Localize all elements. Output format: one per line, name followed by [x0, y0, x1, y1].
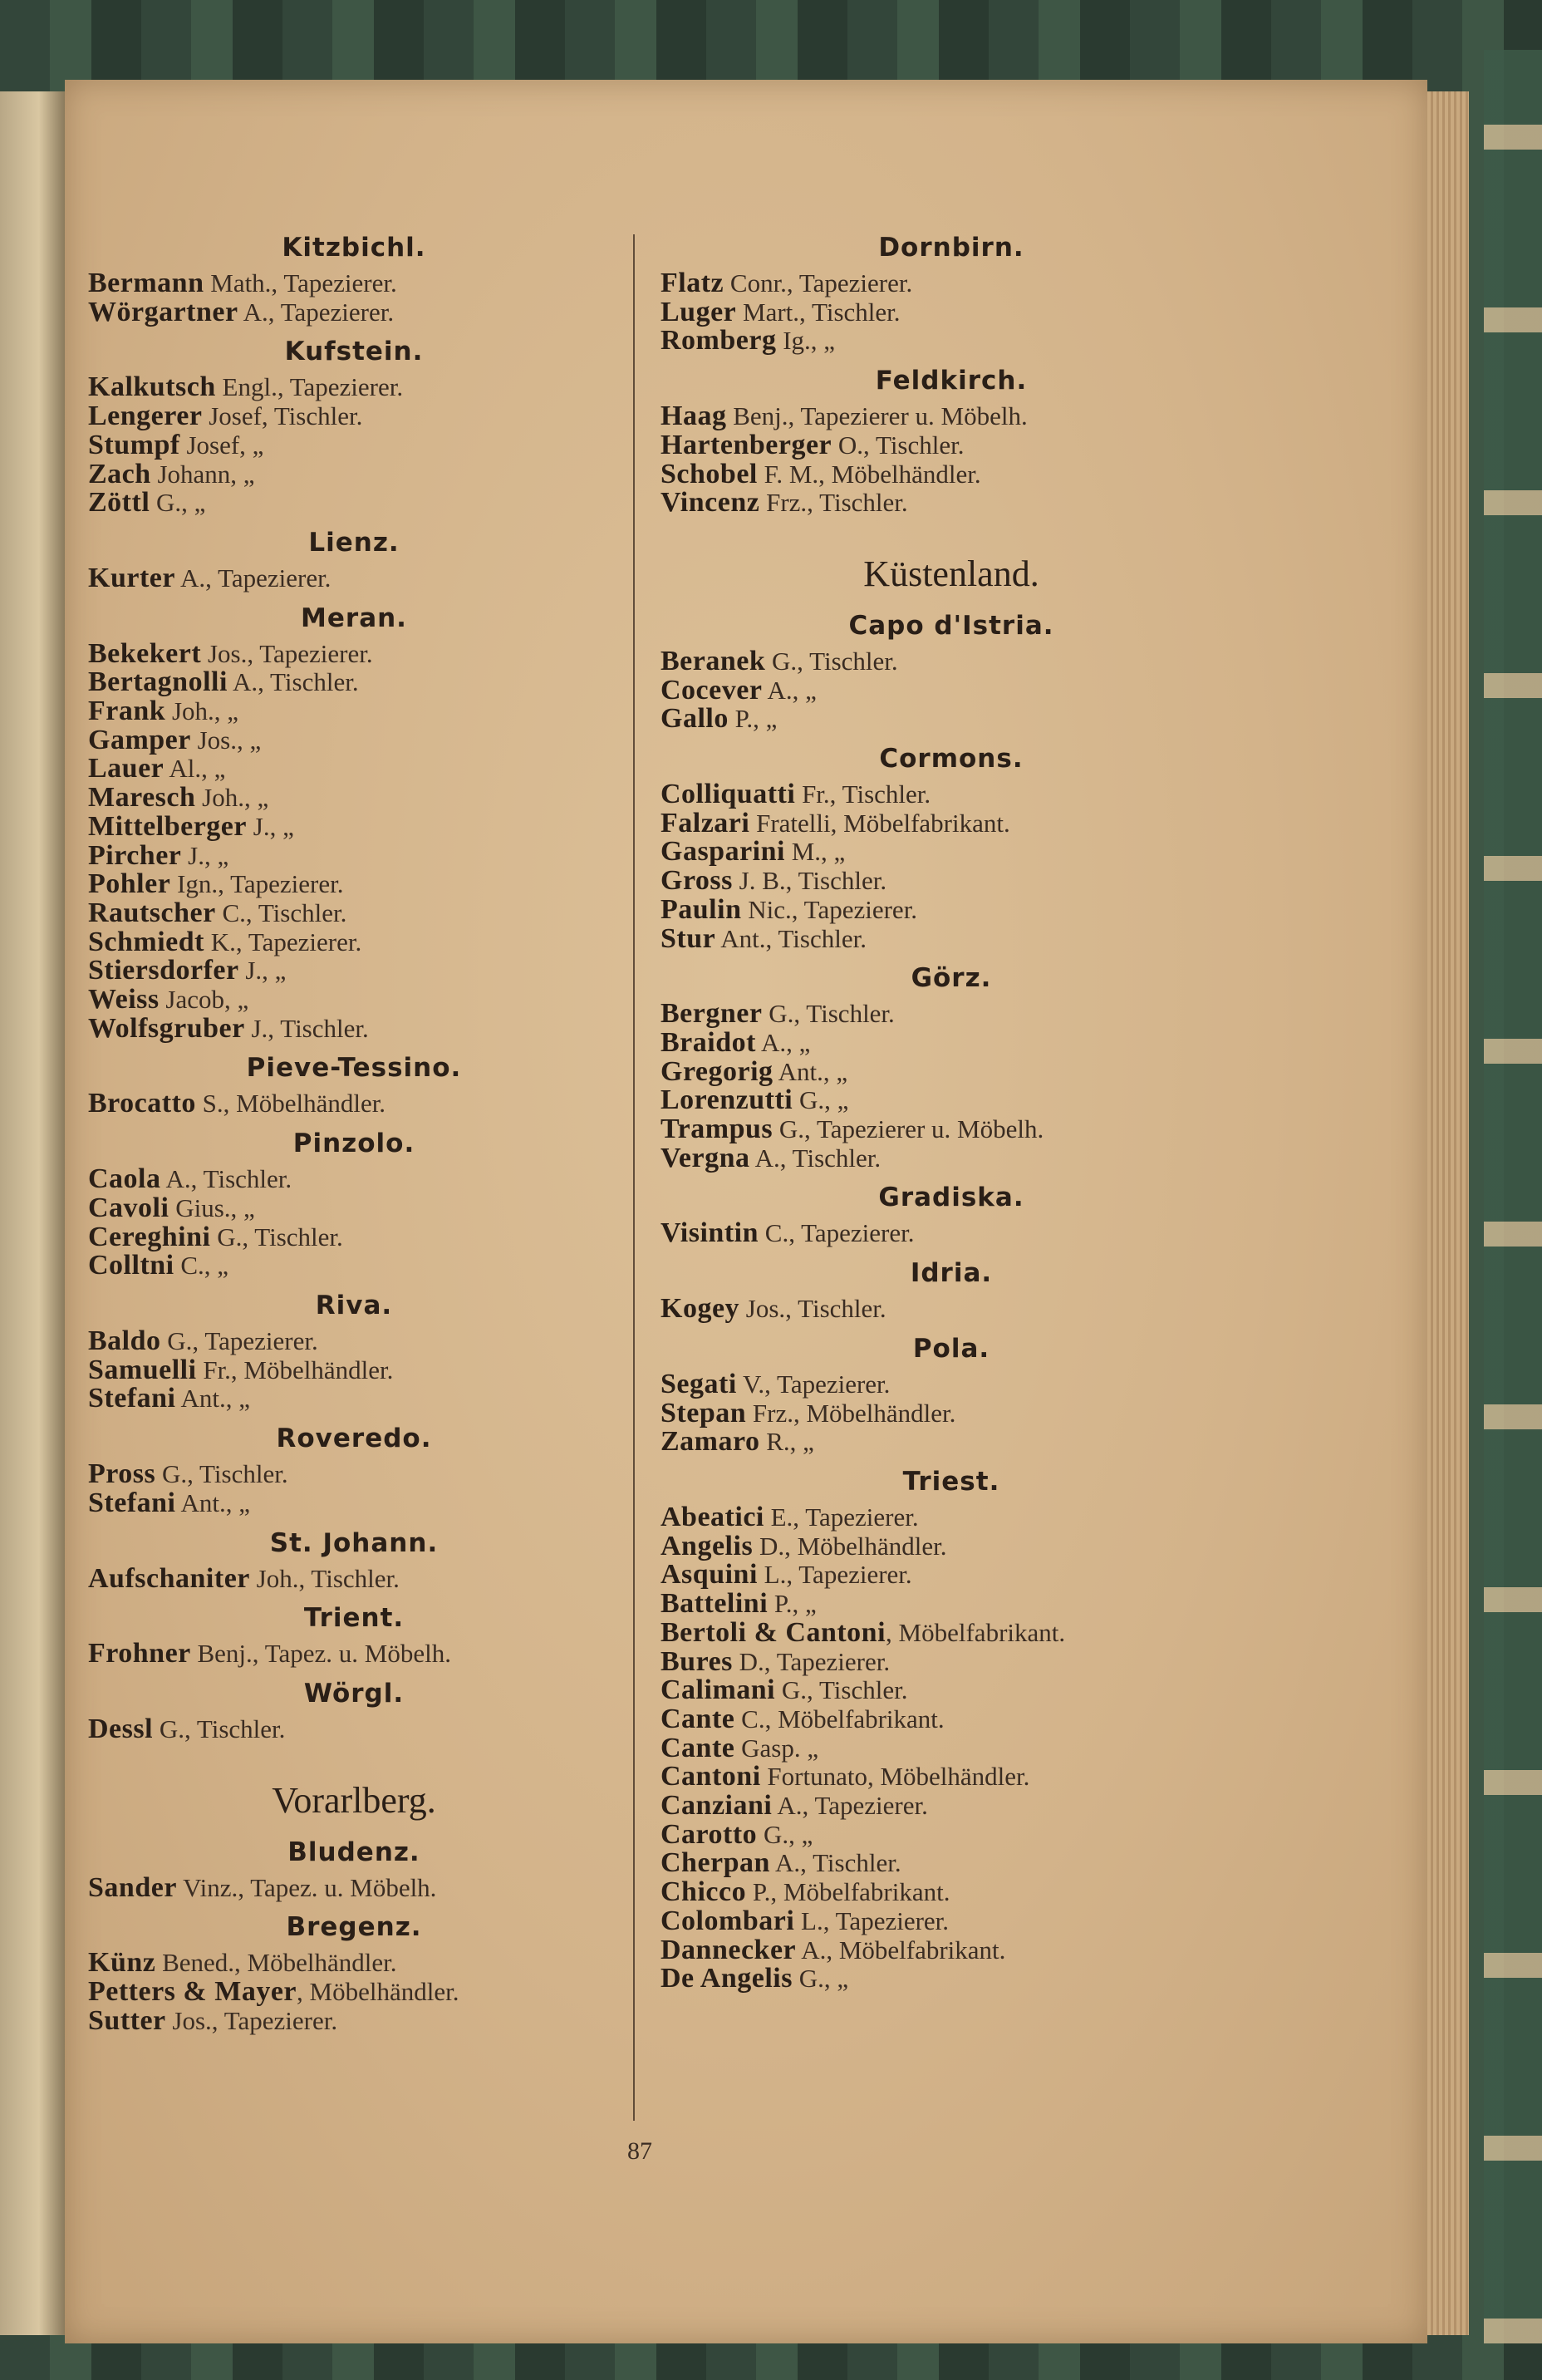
entry-details: F. M., Möbelhändler. — [757, 459, 981, 489]
entry-name: Cantoni — [661, 1761, 761, 1792]
page-number: 87 — [627, 2137, 652, 2165]
entry-details: Jos., Tapezierer. — [201, 638, 373, 668]
entry-name: Stur — [661, 922, 716, 954]
entry-name: Pohler — [88, 868, 171, 900]
entry-name: Frank — [88, 696, 166, 727]
directory-entry — [661, 1616, 1242, 1648]
directory-entry — [661, 1763, 1242, 1792]
town-heading: Meran. — [301, 602, 407, 633]
directory-entry — [88, 2004, 620, 2036]
directory-entry — [661, 1878, 1242, 1907]
entry-details: Mart., Tischler. — [736, 297, 901, 327]
entry-name: Kurter — [88, 562, 175, 593]
entry-name: Falzari — [661, 807, 750, 838]
entry-name: Pross — [88, 1458, 156, 1490]
entry-name: Sander — [88, 1871, 177, 1903]
directory-entry — [88, 784, 620, 813]
entry-name: Cherpan — [661, 1847, 770, 1879]
entry-details: L., Tapezierer. — [757, 1560, 912, 1590]
entry-details: , Möbelhändler. — [297, 1977, 459, 2007]
entry-details: S., Möbelhändler. — [195, 1089, 386, 1119]
directory-entry — [661, 647, 1242, 676]
entry-name: Stepan — [661, 1397, 747, 1428]
directory-entry — [661, 1086, 1242, 1115]
entry-name: Stefani — [88, 1383, 176, 1414]
entry-details: J., Tischler. — [244, 1013, 369, 1043]
entry-details: Jos., Tischler. — [739, 1294, 886, 1324]
entry-details: C., Tischler. — [215, 897, 347, 927]
town-heading: Bludenz. — [287, 1837, 420, 1867]
directory-entry — [88, 755, 620, 784]
entry-details: G., Tischler. — [153, 1714, 286, 1743]
entry-name: Zöttl — [88, 487, 150, 519]
region-heading: Vorarlberg. — [272, 1779, 436, 1821]
directory-entry — [661, 867, 1242, 896]
entry-details: G., Tischler. — [765, 646, 898, 676]
entry-name: Paulin — [661, 893, 742, 925]
directory-entry — [88, 928, 620, 957]
entry-name: Segati — [661, 1368, 737, 1399]
entry-name: Canziani — [661, 1790, 773, 1822]
entry-name: Asquini — [661, 1559, 758, 1591]
entry-name: Samuelli — [88, 1354, 197, 1385]
entry-name: Maresch — [88, 782, 196, 814]
entry-name: Frohner — [88, 1638, 191, 1669]
town-heading: Dornbirn. — [878, 233, 1024, 263]
facing-page-edge — [0, 91, 65, 2335]
town-heading: Riva. — [315, 1290, 393, 1320]
entry-details: Josef, Tischler. — [202, 401, 363, 431]
entry-details: Jacob, „ — [159, 985, 249, 1015]
directory-entry — [661, 676, 1242, 706]
entry-details: M., „ — [784, 837, 846, 867]
directory-entry — [88, 460, 620, 489]
directory-entry — [88, 810, 620, 842]
directory-entry — [661, 1792, 1242, 1821]
entry-name: Gasparini — [661, 836, 785, 868]
entry-name: Gallo — [661, 703, 729, 735]
directory-entry — [661, 460, 1242, 489]
entry-details: C., „ — [174, 1251, 229, 1281]
entry-name: Vincenz — [661, 487, 760, 519]
entry-name: Gross — [661, 865, 733, 897]
entry-name: Schobel — [661, 458, 758, 489]
town-heading: Triest. — [902, 1466, 1000, 1497]
entry-name: Gregorig — [661, 1055, 773, 1087]
entry-details: G., Tischler. — [775, 1675, 908, 1705]
directory-entry — [88, 298, 620, 327]
directory-entry — [661, 1676, 1242, 1705]
entry-details: G., „ — [757, 1819, 813, 1849]
directory-entry — [661, 431, 1242, 460]
directory-entry — [88, 870, 620, 899]
directory-entry — [661, 1964, 1242, 1994]
entry-name: Haag — [661, 401, 727, 432]
entry-details: Josef, „ — [179, 430, 264, 460]
entry-name: Bekekert — [88, 637, 202, 669]
town-heading: Feldkirch. — [875, 366, 1028, 396]
town-heading: Bregenz. — [286, 1912, 422, 1943]
entry-details: Joh., „ — [195, 783, 269, 813]
entry-name: Colombari — [661, 1905, 795, 1936]
entry-name: Bergner — [661, 998, 763, 1030]
town-heading: Kufstein. — [284, 337, 424, 367]
directory-entry — [88, 1949, 620, 1978]
directory-entry — [661, 269, 1242, 298]
entry-name: Lorenzutti — [661, 1084, 793, 1116]
entry-name: Braidot — [661, 1026, 756, 1058]
entry-name: Brocatto — [88, 1088, 196, 1119]
entry-details: P., Möbelfabrikant. — [746, 1877, 950, 1907]
directory-entry — [88, 1194, 620, 1223]
directory-entry — [88, 1251, 620, 1281]
directory-entry — [88, 1012, 620, 1044]
directory-entry — [88, 1715, 620, 1744]
entry-details: P., „ — [768, 1589, 817, 1619]
directory-entry — [661, 1295, 1242, 1324]
entry-name: Wolfsgruber — [88, 1012, 245, 1044]
town-heading: Trient. — [303, 1603, 405, 1634]
directory-entry — [661, 1503, 1242, 1532]
directory-entry — [661, 1115, 1242, 1144]
directory-entry — [88, 1460, 620, 1489]
entry-details: A., Tischler. — [749, 1143, 881, 1173]
town-heading: Görz. — [911, 963, 992, 994]
directory-entry — [661, 922, 1242, 954]
entry-name: Calimani — [661, 1674, 776, 1706]
entry-name: Cante — [661, 1732, 735, 1763]
entry-details: J., „ — [238, 956, 287, 986]
column-divider — [633, 234, 635, 2121]
directory-entry — [88, 726, 620, 755]
entry-details: V., Tapezierer. — [736, 1369, 891, 1399]
entry-details: J., „ — [247, 811, 294, 841]
entry-details: K., Tapezierer. — [204, 927, 362, 956]
directory-entry — [88, 1223, 620, 1252]
entry-details: Benj., Tapez. u. Möbelh. — [190, 1639, 451, 1669]
entry-details: R., „ — [759, 1427, 814, 1457]
directory-entry — [661, 1936, 1242, 1965]
directory-entry — [88, 839, 620, 871]
entry-details: A., Möbelfabrikant. — [796, 1935, 1006, 1964]
directory-entry — [661, 893, 1242, 925]
entry-details: , Möbelfabrikant. — [886, 1617, 1066, 1647]
entry-name: Wörgartner — [88, 296, 238, 327]
town-heading: St. Johann. — [269, 1527, 439, 1558]
entry-name: Abeatici — [661, 1501, 764, 1532]
directory-entry — [88, 489, 620, 518]
entry-details: D., Tapezierer. — [732, 1646, 891, 1676]
entry-details: P., „ — [728, 704, 778, 734]
entry-details: A., Tapezierer. — [174, 563, 331, 593]
directory-entry — [88, 1327, 620, 1356]
entry-name: Rautscher — [88, 897, 216, 928]
entry-name: Aufschaniter — [88, 1562, 250, 1594]
entry-name: Zamaro — [661, 1426, 760, 1458]
entry-name: Stumpf — [88, 429, 180, 460]
town-heading: Idria. — [910, 1258, 993, 1289]
entry-details: Fr., Tischler. — [795, 779, 931, 809]
entry-details: Vinz., Tapez. u. Möbelh. — [176, 1872, 437, 1902]
entry-name: Petters & Mayer — [88, 1976, 297, 2008]
entry-details: Gius., „ — [169, 1192, 255, 1222]
entry-name: Stiersdorfer — [88, 955, 239, 986]
entry-name: Lauer — [88, 753, 165, 784]
town-heading: Kitzbichl. — [282, 233, 426, 263]
entry-name: Carotto — [661, 1818, 758, 1850]
entry-details: G., „ — [793, 1085, 849, 1115]
directory-entry — [88, 1165, 620, 1194]
entry-details: G., Tischler. — [762, 999, 895, 1029]
directory-entry — [661, 1144, 1242, 1173]
town-heading: Lienz. — [308, 527, 400, 558]
town-heading: Wörgl. — [303, 1678, 405, 1709]
directory-entry — [88, 956, 620, 986]
entry-name: Visintin — [661, 1217, 759, 1249]
cover-ornament-edge — [1484, 50, 1542, 2343]
directory-entry — [661, 838, 1242, 867]
directory-entry — [661, 1734, 1242, 1763]
directory-entry — [88, 269, 620, 298]
directory-entry — [88, 1871, 620, 1903]
entry-details: G., Tapezierer. — [160, 1325, 318, 1355]
entry-details: Ant., „ — [175, 1384, 251, 1414]
directory-entry — [661, 327, 1242, 356]
entry-details: A., Tapezierer. — [238, 297, 395, 327]
directory-entry — [661, 402, 1242, 431]
entry-details: Nic., Tapezierer. — [741, 894, 918, 924]
entry-name: Zach — [88, 458, 151, 489]
entry-details: O., Tischler. — [832, 430, 965, 460]
entry-name: Caola — [88, 1163, 161, 1195]
directory-entry — [88, 402, 620, 431]
directory-entry — [661, 1818, 1242, 1850]
directory-entry — [661, 1219, 1242, 1248]
entry-details: Ant., „ — [773, 1056, 848, 1086]
entry-name: Baldo — [88, 1325, 161, 1356]
region-heading: Küstenland. — [863, 553, 1039, 594]
entry-details: Fratelli, Möbelfabrikant. — [749, 808, 1010, 838]
entry-name: Colliquatti — [661, 779, 796, 810]
entry-name: Luger — [661, 296, 737, 327]
entry-name: Cavoli — [88, 1192, 169, 1223]
town-heading: Cormons. — [879, 744, 1024, 774]
entry-name: Bermann — [88, 268, 204, 298]
town-heading: Roveredo. — [276, 1424, 432, 1454]
directory-entry — [661, 809, 1242, 838]
entry-name: Kogey — [661, 1293, 740, 1325]
directory-entry — [88, 1384, 620, 1414]
directory-entry — [661, 1428, 1242, 1457]
entry-details: D., Möbelhändler. — [753, 1531, 947, 1561]
entry-name: Sutter — [88, 2004, 166, 2036]
directory-entry — [661, 1849, 1242, 1878]
entry-details: G., Tapezierer u. Möbelh. — [773, 1114, 1044, 1144]
entry-details: Ig., „ — [776, 326, 836, 356]
entry-name: Chicco — [661, 1876, 747, 1908]
entry-name: Beranek — [661, 645, 766, 676]
entry-name: Trampus — [661, 1114, 773, 1145]
directory-entry — [661, 1907, 1242, 1936]
directory-entry — [661, 1561, 1242, 1590]
directory-entry — [88, 1640, 620, 1669]
entry-name: Romberg — [661, 325, 777, 357]
entry-name: Kalkutsch — [88, 371, 216, 403]
entry-name: Weiss — [88, 984, 160, 1015]
town-heading: Pinzolo. — [292, 1129, 415, 1159]
directory-entry — [661, 1705, 1242, 1734]
entry-details: Frz., Möbelhändler. — [746, 1398, 956, 1428]
entry-details: J. B., Tischler. — [732, 866, 887, 896]
directory-entry — [661, 1370, 1242, 1399]
entry-details: Ant., Tischler. — [715, 923, 867, 953]
directory-entry — [661, 1026, 1242, 1058]
directory-entry — [88, 668, 620, 697]
entry-details: C., Möbelfabrikant. — [734, 1704, 945, 1733]
entry-name: Battelini — [661, 1588, 769, 1620]
directory-entry — [661, 1645, 1242, 1677]
directory-entry — [88, 1562, 620, 1594]
entry-details: A., Tapezierer. — [772, 1791, 928, 1821]
entry-details: Jos., Tapezierer. — [165, 2005, 338, 2035]
entry-name: Bertagnolli — [88, 666, 228, 698]
town-heading: Pola. — [912, 1333, 990, 1364]
town-heading: Capo d'Istria. — [848, 610, 1054, 641]
entry-details: Fr., Möbelhändler. — [196, 1355, 394, 1384]
entry-details: G., Tischler. — [210, 1222, 343, 1251]
entry-name: Bures — [661, 1645, 733, 1677]
directory-entry — [661, 705, 1242, 734]
directory-entry — [661, 1590, 1242, 1619]
entry-details: A., „ — [762, 675, 817, 705]
entry-details: Benj., Tapezierer u. Möbelh. — [726, 401, 1028, 431]
directory-entry — [88, 1978, 620, 2007]
entry-name: Hartenberger — [661, 429, 832, 460]
entry-details: Al., „ — [164, 754, 226, 784]
directory-entry — [88, 1089, 620, 1119]
entry-details: A., Tischler. — [769, 1848, 901, 1878]
entry-details: Frz., Tischler. — [759, 488, 908, 518]
directory-entry — [661, 489, 1242, 518]
entry-name: Colltni — [88, 1250, 174, 1281]
entry-name: Lengerer — [88, 401, 203, 432]
directory-entry — [661, 1532, 1242, 1561]
town-heading: Gradiska. — [878, 1183, 1024, 1213]
entry-name: Cocever — [661, 674, 763, 706]
page-block-edge — [1427, 91, 1469, 2335]
entry-details: A., Tischler. — [160, 1164, 292, 1194]
entry-details: Joh., „ — [165, 696, 239, 726]
entry-details: Math., Tapezierer. — [204, 268, 397, 298]
directory-entry — [88, 637, 620, 669]
entry-details: G., Tischler. — [155, 1459, 288, 1489]
entry-details: Fortunato, Möbelhändler. — [760, 1762, 1030, 1792]
entry-details: E., Tapezierer. — [764, 1502, 919, 1532]
entry-name: Mittelberger — [88, 810, 247, 842]
right-column — [661, 223, 1242, 1994]
entry-details: Gasp. „ — [734, 1733, 819, 1763]
entry-name: Cante — [661, 1703, 735, 1734]
entry-details: G., „ — [792, 1964, 849, 1994]
directory-entry — [88, 431, 620, 460]
directory-entry — [88, 1356, 620, 1385]
entry-details: A., Tischler. — [227, 667, 359, 697]
entry-details: Joh., Tischler. — [249, 1563, 400, 1593]
directory-entry — [88, 986, 620, 1015]
directory-entry — [88, 1489, 620, 1518]
entry-name: Flatz — [661, 268, 724, 298]
entry-details: G., „ — [150, 488, 206, 518]
entry-name: Cereghini — [88, 1221, 211, 1252]
entry-details: Johann, „ — [150, 459, 255, 489]
directory-entry — [88, 697, 620, 726]
entry-name: Bertoli & Cantoni — [661, 1616, 886, 1648]
entry-details: Conr., Tapezierer. — [724, 268, 913, 298]
left-column — [88, 223, 620, 2035]
directory-entry — [661, 780, 1242, 809]
entry-name: Dessl — [88, 1713, 154, 1744]
entry-details: Bened., Möbelhändler. — [155, 1948, 397, 1978]
entry-details: Ign., Tapezierer. — [170, 869, 344, 899]
entry-details: A., „ — [755, 1027, 811, 1057]
town-heading: Pieve-Tessino. — [246, 1053, 462, 1084]
entry-details: L., Tapezierer. — [794, 1905, 950, 1935]
directory-entry — [661, 1055, 1242, 1087]
entry-name: Stefani — [88, 1487, 176, 1518]
entry-name: Künz — [88, 1947, 156, 1979]
entry-name: Pircher — [88, 839, 182, 871]
directory-entry — [88, 899, 620, 928]
entry-details: Jos., „ — [190, 725, 262, 755]
entry-details: J., „ — [181, 840, 229, 870]
entry-details: C., Tapezierer. — [759, 1218, 915, 1248]
directory-entry — [661, 298, 1242, 327]
directory-entry — [661, 1399, 1242, 1428]
entry-name: Angelis — [661, 1530, 754, 1561]
entry-name: Schmiedt — [88, 926, 204, 957]
directory-entry — [88, 373, 620, 402]
entry-name: De Angelis — [661, 1963, 793, 1994]
directory-entry — [88, 564, 620, 593]
directory-entry — [661, 1000, 1242, 1029]
entry-details: Engl., Tapezierer. — [215, 372, 404, 402]
entry-details: Ant., „ — [175, 1488, 251, 1517]
entry-name: Gamper — [88, 724, 191, 755]
entry-name: Dannecker — [661, 1934, 797, 1965]
entry-name: Vergna — [661, 1142, 750, 1173]
